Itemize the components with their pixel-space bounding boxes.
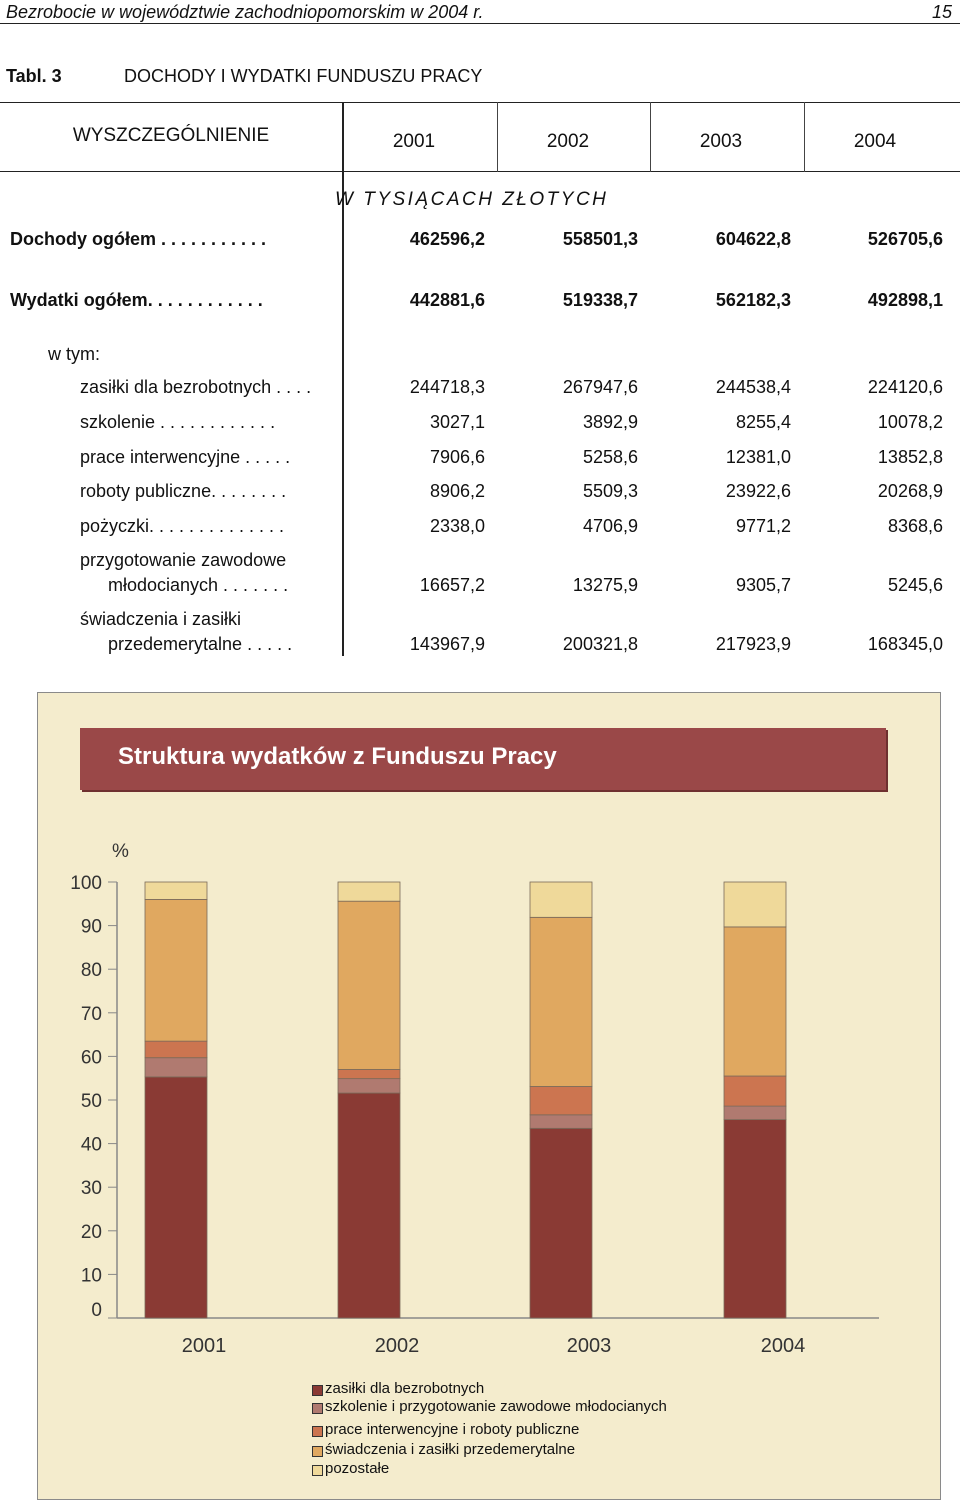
y-tick-label: 10 [80,1265,102,1287]
legend-label: pozostałe [325,1460,390,1477]
chart-title: Struktura wydatków z Funduszu Pracy [118,743,557,770]
bar-segment [530,1086,592,1114]
y-tick-label: 60 [80,1047,102,1069]
x-tick-label: 2002 [374,1335,420,1357]
legend-label: szkolenie i przygotowanie zawodowe młodocianych [325,1398,667,1415]
table-title: DOCHODY I WYDATKI FUNDUSZU PRACY [124,66,483,86]
bar-segment [530,1115,592,1129]
table-cell: 5258,6 [582,447,638,467]
table-cell: 526705,6 [867,229,943,249]
row-label-of-which: w tym: [48,344,100,364]
legend-label: świadczenia i zasiłki przedemerytalne [325,1441,576,1458]
table-cell: 12381,0 [725,447,791,467]
table-cell: 23922,6 [725,481,791,501]
bar-segment [145,882,207,899]
y-tick-label: 90 [80,916,102,938]
column-header-year: 2002 [546,131,590,152]
x-tick-label: 2003 [566,1335,612,1357]
bar-segment [145,1077,207,1318]
table-cell: 462596,2 [409,229,485,249]
table-cell: 20268,9 [877,481,943,501]
legend-swatch [312,1426,323,1437]
bar-segment [530,917,592,1086]
row-label-public-works: roboty publiczne. . . . . . . . [80,481,287,501]
legend-label: zasiłki dla bezrobotnych [325,1380,485,1397]
header-rule [0,23,960,24]
table-cell: 168345,0 [867,634,943,654]
table-cell: 558501,3 [562,229,638,249]
row-label-preretire-line2: przedemerytalne . . . . . [108,634,293,654]
column-header-year: 2004 [853,131,897,152]
bar-segment [724,1106,786,1120]
row-label-preretire-line1: świadczenia i zasiłki [80,609,242,629]
table-cell: 519338,7 [562,290,638,310]
y-tick-label: 0 [91,1300,102,1321]
table-cell: 10078,2 [877,412,943,432]
y-tick-label: 30 [80,1178,102,1200]
bar-segment [338,901,400,1069]
row-label-youth-line1: przygotowanie zawodowe [80,550,287,570]
running-header-title: Bezrobocie w województwie zachodniopomorskim w 2004 r. [6,2,484,22]
bar-segment [724,882,786,927]
bar-segment [724,927,786,1076]
bar-segment [724,1076,786,1106]
bar-segment [338,1093,400,1318]
table-cell: 16657,2 [419,575,485,595]
table-stub-divider [342,102,344,656]
table-cell: 217923,9 [715,634,791,654]
legend-swatch [312,1403,323,1414]
table-header-top-rule [0,102,960,103]
stub-header: WYSZCZEGÓLNIENIE [72,125,270,146]
y-tick-label: 50 [80,1091,102,1112]
table-cell: 442881,6 [409,290,485,310]
bar-segment [338,1069,400,1078]
row-label-income: Dochody ogółem . . . . . . . . . . . [10,229,267,249]
table-cell: 200321,8 [562,634,638,654]
bar-segment [145,899,207,1041]
table-cell: 9305,7 [735,575,791,595]
y-tick-label: 70 [80,1003,102,1025]
table-number: Tabl. 3 [6,66,62,86]
table-cell: 244538,4 [715,377,791,397]
bar-segment [145,1041,207,1058]
table-cell: 562182,3 [715,290,791,310]
bar-segment [530,882,592,917]
table-cell: 4706,9 [582,516,638,536]
table-cell: 13275,9 [572,575,638,595]
x-tick-label: 2001 [181,1335,227,1357]
column-header-year: 2003 [699,131,743,152]
row-label-benefits: zasiłki dla bezrobotnych . . . . [80,377,312,397]
table-header-bottom-rule [0,171,960,172]
y-tick-label: 80 [80,960,102,982]
legend-swatch [312,1446,323,1457]
table-cell: 8906,2 [429,481,485,501]
table-cell: 8255,4 [735,412,791,432]
table-cell: 604622,8 [715,229,791,249]
y-axis-label: % [112,841,129,862]
table-cell: 5509,3 [582,481,638,501]
bar-segment [338,1079,400,1093]
table-cell: 5245,6 [887,575,943,595]
table-cell: 2338,0 [429,516,485,536]
y-tick-label: 40 [80,1134,102,1156]
legend-label: prace interwencyjne i roboty publiczne [325,1421,580,1438]
table-cell: 7906,6 [429,447,485,467]
stacked-bar-chart [37,692,941,1500]
table-cell: 143967,9 [409,634,485,654]
table-cell: 224120,6 [867,377,943,397]
table-cell: 267947,6 [562,377,638,397]
column-header-year: 2001 [392,131,436,152]
row-label-loans: pożyczki. . . . . . . . . . . . . . [80,516,285,536]
row-label-intervention: prace interwencyjne . . . . . [80,447,291,467]
page-number: 15 [931,2,952,22]
x-tick-label: 2004 [760,1335,806,1357]
bar-segment [338,882,400,901]
row-label-youth-line2: młodocianych . . . . . . . [108,575,289,595]
bar-segment [145,1058,207,1077]
legend-swatch [312,1385,323,1396]
table-cell: 492898,1 [867,290,943,310]
y-tick-label: 100 [70,873,102,894]
row-label-expenses: Wydatki ogółem. . . . . . . . . . . . [10,290,263,310]
bar-segment [724,1120,786,1318]
bar-segment [530,1128,592,1318]
table-cell: 3892,9 [582,412,638,432]
unit-label: W TYSIĄCACH ZŁOTYCH [335,189,609,210]
y-tick-label: 20 [80,1221,102,1243]
table-cell: 244718,3 [409,377,485,397]
table-cell: 8368,6 [887,516,943,536]
table-cell: 13852,8 [877,447,943,467]
legend-swatch [312,1465,323,1476]
row-label-training: szkolenie . . . . . . . . . . . . [80,412,276,432]
table-cell: 9771,2 [735,516,791,536]
table-cell: 3027,1 [429,412,485,432]
